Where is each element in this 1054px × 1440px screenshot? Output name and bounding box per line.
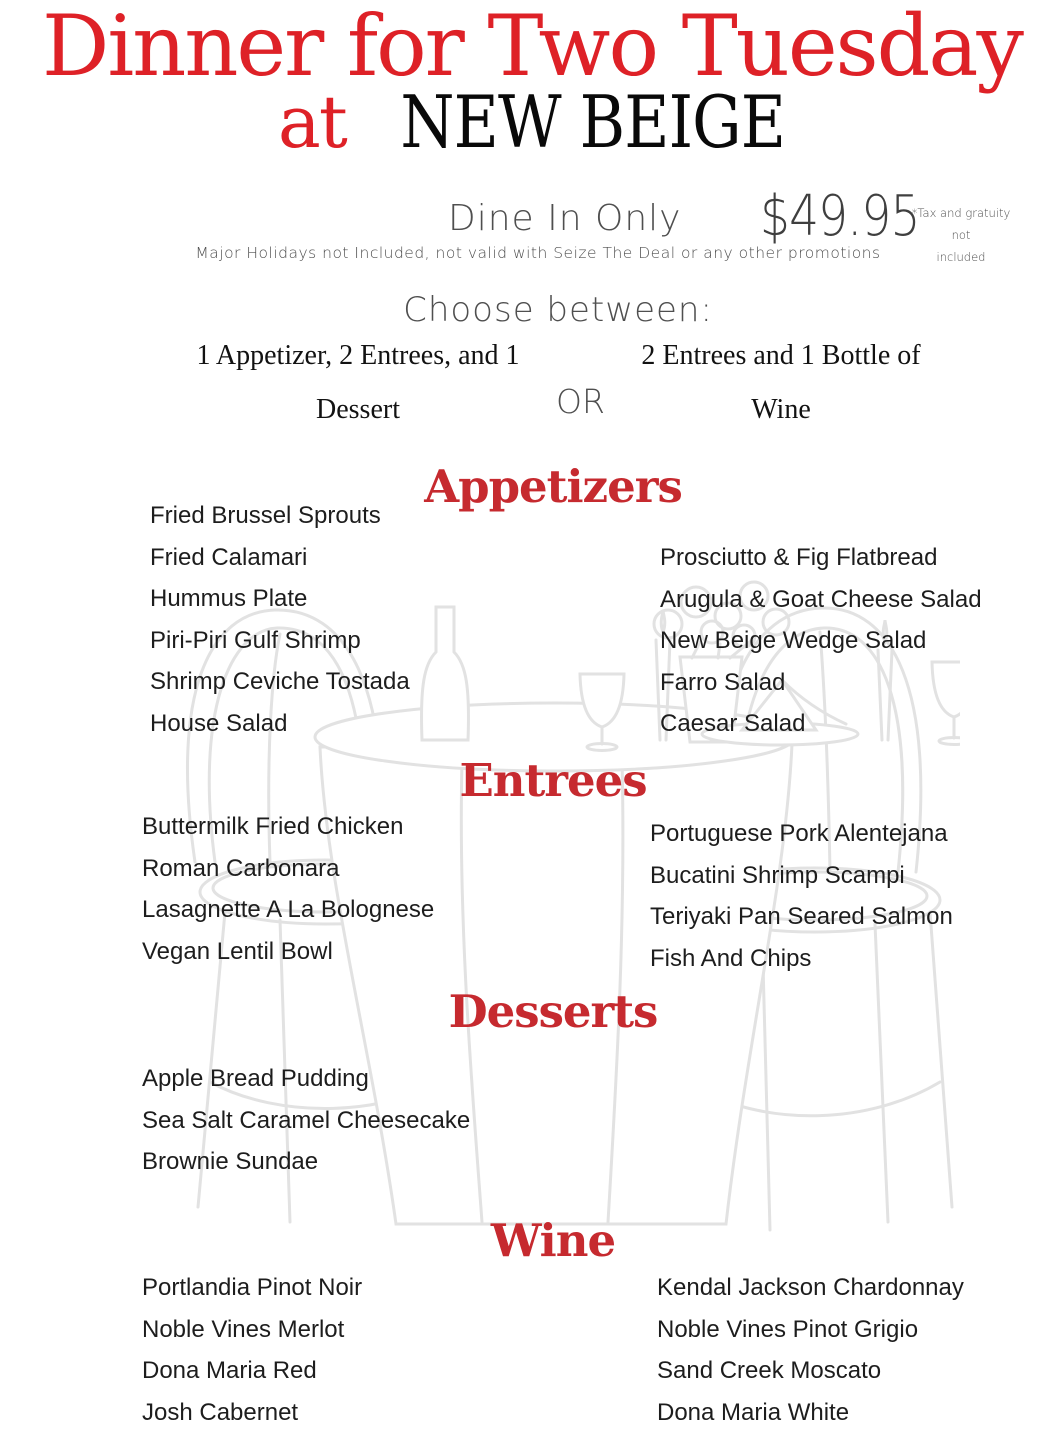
section-heading-entrees: Entrees: [459, 754, 647, 807]
page-title-line1: Dinner for Two Tuesday: [42, 0, 1022, 95]
menu-item: Bucatini Shrimp Scampi: [650, 861, 905, 889]
menu-item: Teriyaki Pan Seared Salmon: [650, 903, 953, 930]
menu-item: Hummus Plate: [150, 585, 308, 612]
desserts-list: [142, 1058, 470, 1183]
entrees-left-list: [142, 806, 434, 972]
tax-note-line2: included: [936, 249, 986, 264]
menu-item: Lasagnette A La Bolognese: [142, 896, 435, 923]
option-b-line2: Wine: [751, 394, 811, 425]
section-heading-desserts: Desserts: [448, 985, 658, 1038]
option-b-line1: 2 Entrees and 1 Bottle of: [641, 340, 921, 371]
wine-bottle-icon: [422, 607, 469, 740]
option-appetizer-entrees-dessert: [138, 340, 578, 426]
option-a-line2: Dessert: [316, 394, 400, 425]
menu-item: Portlandia Pinot Noir: [142, 1274, 363, 1301]
menu-item: Kendal Jackson Chardonnay: [657, 1274, 964, 1301]
tax-note-line1: *Tax and gratuity not: [911, 206, 1011, 242]
title-at: at: [277, 79, 346, 164]
appetizers-left-list: [150, 495, 410, 744]
menu-item: Prosciutto & Fig Flatbread: [660, 544, 938, 571]
menu-item: Fried Brussel Sprouts: [150, 502, 381, 529]
menu-item: House Salad: [150, 709, 288, 737]
section-heading-wine: Wine: [490, 1214, 616, 1267]
choose-heading: Choose between:: [403, 290, 713, 330]
menu-item: Portuguese Pork Alentejana: [650, 820, 948, 847]
menu-item: Josh Cabernet: [142, 1398, 299, 1426]
menu-item: Fried Calamari: [150, 543, 308, 571]
appetizers-right-list: [660, 537, 982, 745]
menu-item: New Beige Wedge Salad: [660, 627, 927, 654]
menu-item: Buttermilk Fried Chicken: [142, 813, 404, 840]
section-heading-appetizers: Appetizers: [424, 460, 682, 513]
menu-item: Vegan Lentil Bowl: [142, 937, 333, 965]
wine-right-list: [657, 1267, 964, 1433]
menu-item: Fish And Chips: [650, 944, 812, 972]
disclaimer: Major Holidays not Included, not valid with Seize The Deal or any other promotions: [195, 244, 881, 262]
page-title: [0, 0, 1054, 164]
menu-item: Noble Vines Merlot: [142, 1315, 345, 1343]
option-entrees-wine: [608, 340, 954, 426]
dine-in-label: Dine In Only: [448, 198, 682, 239]
menu-item: Dona Maria White: [657, 1398, 850, 1426]
menu-item: Sea Salt Caramel Cheesecake: [142, 1106, 471, 1134]
entrees-right-list: [650, 813, 953, 979]
menu-item: Roman Carbonara: [142, 854, 340, 882]
option-a-line1: 1 Appetizer, 2 Entrees, and 1: [196, 340, 520, 371]
or-label: OR: [556, 382, 605, 421]
menu-item: Shrimp Ceviche Tostada: [150, 668, 410, 695]
menu-item: Farro Salad: [660, 668, 786, 696]
wine-left-list: [142, 1267, 362, 1433]
menu-item: Dona Maria Red: [142, 1357, 317, 1384]
menu-item: Arugula & Goat Cheese Salad: [660, 585, 982, 613]
menu-item: Caesar Salad: [660, 710, 806, 737]
menu-item: Piri-Piri Gulf Shrimp: [150, 626, 361, 654]
menu-item: Sand Creek Moscato: [657, 1357, 882, 1384]
menu-item: Apple Bread Pudding: [142, 1065, 369, 1092]
brand-name: NEW BEIGE: [399, 79, 785, 164]
page-title-line2: [0, 79, 1054, 164]
price: $49.95: [760, 184, 920, 249]
menu-item: Noble Vines Pinot Grigio: [657, 1315, 919, 1343]
menu-item: Brownie Sundae: [142, 1148, 319, 1175]
